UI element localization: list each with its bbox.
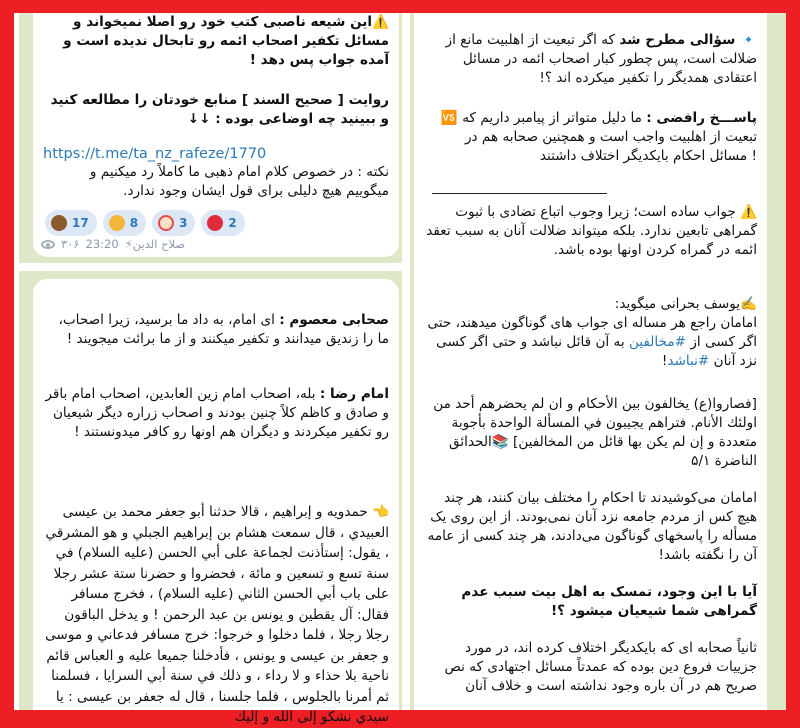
- quote-text: !: [661, 353, 668, 369]
- message-time: 23:20: [85, 237, 119, 251]
- quote-author: ✍️یوسف بحرانی میگوید:: [614, 296, 757, 312]
- message-paragraph: [424, 31, 757, 88]
- view-count: ۳۰۶: [61, 237, 80, 251]
- reaction-button[interactable]: [45, 210, 97, 236]
- reaction-button[interactable]: [152, 210, 195, 236]
- message-paragraph: [43, 385, 389, 442]
- message-paragraph: روایت [ صحیح السند ] منابع خودتان را مطالعه کنید و ببینید چه اوضاعی بوده : ↓↓: [50, 92, 389, 127]
- divider: [432, 193, 607, 194]
- message-author: ⚡صلاح الدین: [124, 237, 186, 251]
- message-paragraph: [424, 295, 757, 371]
- hashtag-link[interactable]: #نباشد: [667, 353, 710, 369]
- reaction-count: 3: [179, 216, 188, 230]
- message-paragraph: ثانیاً صحابه ای که بایکدیگر اختلاف کرده اند، در مورد جزییات فروع دین بوده که عمدتاً مسائل اجتهادی که نص صریح هم در آن باره وجود نداشته است و خلاف آنان: [444, 640, 757, 694]
- quote-text: امامان راجع هر مساله ای جواب های گوناگون میدهند، حتی اگر کسی از: [427, 315, 757, 350]
- question-text: که اگر تبعیت از اهلبیت مانع از ضلالت است، پس چطور کبار اصحاب ائمه در مسائل اعتقادی همدیگر را تکفیر میکرده اند ؟!: [445, 32, 757, 86]
- reaction-count: 8: [129, 216, 139, 230]
- answer-label: 🆚 پاســـخ رافضی :: [440, 110, 757, 126]
- message-paragraph: ⚠️این شیعه ناصبی کتب خود رو اصلا نمیخواند و مسائل تکفیر اصحاب ائمه رو تابحال ندیده است و آمده جواب پس دهد !: [63, 14, 389, 68]
- message-paragraph: آیا با این وجود، تمسک به اهل بیت سبب عدم گمراهی شما شیعیان میشود ؟!: [461, 584, 757, 619]
- reaction-button[interactable]: [201, 210, 244, 236]
- reactions-bar: [45, 210, 245, 236]
- message-paragraph: [424, 109, 757, 166]
- reaction-count: 17: [72, 216, 89, 230]
- clown-emoji-icon: [158, 215, 174, 231]
- answer-text: ما دلیل متواتر از پیامبر داریم که تبعیت از اهلبیت واجب است و همچنین صحابه هم در مسائل احکام بایکدیگر اختلاف داشتند !: [462, 110, 757, 164]
- reaction-button[interactable]: [103, 210, 146, 236]
- message-meta: [41, 237, 185, 251]
- message-bubble: [33, 13, 399, 257]
- poop-emoji-icon: [51, 215, 67, 231]
- message-paragraph: نکته : در خصوص کلام امام ذهبی ما کاملاً رد میکنیم و میگوییم هیچ دلیلی برای قول ایشان وجود ندارد.: [89, 164, 389, 199]
- speaker-text: بله، اصحاب امام زین العابدین، اصحاب امام باقر و صادق و کاظم کلاً چنین بودند و اصحاب زراره دیگر شیعیان رو تکفیر میکردند و دیگران هم اونها رو کافر میدونستند !: [45, 386, 389, 440]
- message-paragraph: امامان می‌کوشیدند تا احکام را مختلف بیان کنند، هر چند هیچ کس از مردم جامعه نزد آنان نمی‌بودند. از این روی یک مسأله را پاسخهای گوناگون می‌دادند، هر چند کسی از عامه آن را نگفته باشد!: [427, 490, 757, 563]
- speaker-label: صحابی معصوم :: [279, 312, 389, 328]
- telegram-link[interactable]: https://t.me/ta_nz_rafeze/1770: [43, 145, 267, 162]
- message-paragraph: [43, 311, 389, 349]
- heart-emoji-icon: [204, 212, 227, 235]
- message-paragraph: ⚠️ جواب ساده است؛ زیرا وجوب اتباع تضادی با ثبوت گمراهی تابعین ندارد. بلکه میتواند ضلالت آنان به سبب تعقد ائمه در گمراه کردن اونها بوده باشد.: [426, 204, 757, 258]
- speaker-label: امام رضا :: [319, 386, 389, 402]
- speaker-text: ای امام، به داد ما برسید، زیرا اصحاب، ما را زندیق میدانند و تکفیر میکنند و از ما برائت میجویند !: [58, 312, 389, 347]
- message-bubble: [33, 279, 399, 725]
- eye-icon: [41, 240, 55, 249]
- arabic-quote: [فصاروا(ع) يخالفون بين الأحكام و ان لم يحضرهم أحد من اولئك الأنام. فتراهم يجيبون في المسألة الواحدة بأجوبة متعددة و إن لم يكن بها قائل من المخالفين] 📚الحدائق الناضرة ۵/۱: [433, 396, 757, 469]
- chat-panel-right: [410, 13, 786, 710]
- screenshot-collage: [14, 13, 786, 725]
- arabic-hadith-text: 👈 حمدويه و إبراهيم ، قالا حدثنا أبو جعفر محمد بن عيسى العبيدي ، قال سمعت هشام بن إبراهيم الجبلي و هو المشرقي ، يقول: إستأذنت لجماعة على أبي الحسن (عليه السلام) في سنة تسع و تسعين و مائة ، فحضروا و حضرنا ستة عشر رجلا على باب أبي الحسن الثاني (عليه السلام) ، فخرج مسافر فقال: آل يقطين و يونس بن عبد الرحمن ! و يدخل الباقون رجلا رجلا ، فلما دخلوا و خرجوا: خرج مسافر فدعاني و موسى و جعفر بن عيسى و يونس ، فأدخلنا جميعا عليه و العباس قائم ناحية بلا حذاء و لا رداء ، و ذلك في سنة أبي السرايا ، فسلمنا ثم أمرنا بالجلوس ، فلما جلسنا ، قال له جعفر بن عيسى : يا سيدي نشكو إلى الله و إليك: [45, 504, 389, 725]
- question-label: 🔹 سؤالی مطرح شد: [619, 32, 757, 48]
- reaction-count: 2: [228, 216, 237, 230]
- chat-panel-bottom-left: [19, 271, 402, 725]
- quote-text: به آن قائل نباشد و حتی اگر کسی نزد آنان: [436, 334, 757, 369]
- message-bubble: [414, 13, 767, 710]
- thumbs-up-emoji-icon: [109, 215, 125, 231]
- hashtag-link[interactable]: #مخالفین: [628, 334, 686, 350]
- chat-panel-top-left: [19, 13, 402, 263]
